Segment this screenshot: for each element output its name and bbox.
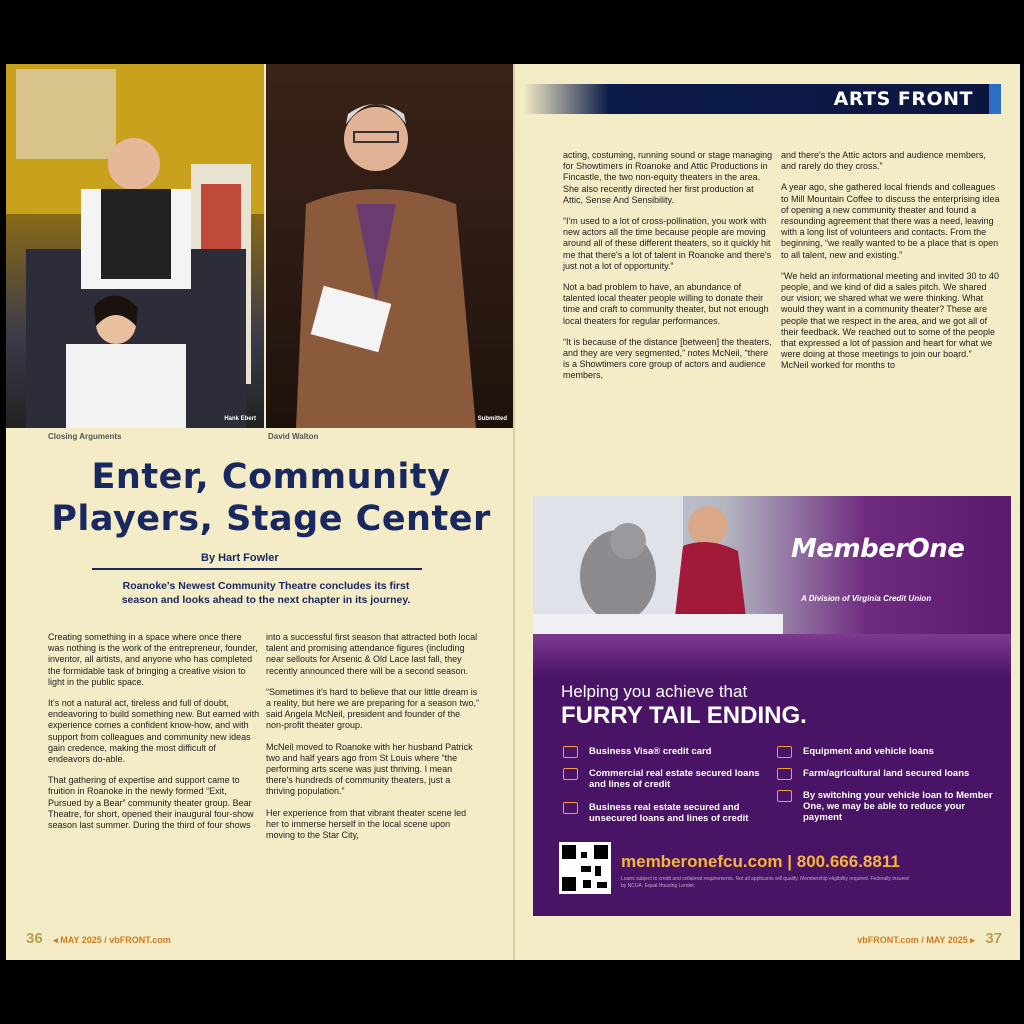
truck-icon <box>777 746 792 758</box>
section-banner <box>523 84 1001 114</box>
paragraph: and there's the Attic actors and audience members, and rarely do they cross.” <box>781 150 986 172</box>
article-headline <box>46 456 496 540</box>
building-icon <box>563 802 578 814</box>
folio-text: vbFRONT.com / MAY 2025 ▸ <box>857 935 975 945</box>
photo-caption: Closing Arguments <box>48 432 122 441</box>
page-footer <box>857 930 1002 947</box>
ad-headline-bold: FURRY TAIL ENDING. <box>561 702 807 729</box>
logo-tagline: A Division of Virginia Credit Union <box>801 594 932 603</box>
folio-text: ◂ MAY 2025 / vbFRONT.com <box>53 935 171 945</box>
ad-list-item: Farm/agricultural land secured loans <box>803 768 970 779</box>
page-number: 37 <box>985 930 1002 947</box>
article-deck <box>86 579 446 607</box>
paragraph: Her experience from that vibrant theater scene led her to immerse herself in the local scene upon moving to the Star City, <box>266 807 467 841</box>
credit-card-icon <box>563 746 578 758</box>
photo-credit: Hank Ebert <box>224 416 256 422</box>
article-column-2 <box>266 632 480 851</box>
paragraph: into a successful first season that attracted both local talent and promising attendance figures (including near sellouts for Arsenic & Old Lace last fall, they recently announced there will be a second season. <box>266 632 478 676</box>
paragraph: “It is because of the distance [between] the theaters, and they are very segmented,” notes McNeil, “there is a Showtimers core group of actors and audience members, <box>563 336 772 381</box>
car-icon <box>777 790 792 802</box>
vet-cat-illustration <box>533 496 1011 634</box>
ad-list-item: By switching your vehicle loan to Member One, we may be able to reduce your payment <box>803 790 993 823</box>
headline-line: Players, Stage Center <box>51 499 491 539</box>
storefront-icon <box>563 768 578 780</box>
ad-list-item: Equipment and vehicle loans <box>803 746 934 757</box>
ad-list-item: Business real estate secured and unsecured loans and lines of credit <box>589 802 749 824</box>
paragraph: It's not a natural act, tireless and full of doubt, endeavoring to build something new. But earned with experience comes a confident know-how, and with support from colleagues and community new ideas gain credence, making the most difficult of endeavors do-able. <box>48 698 260 765</box>
ad-contact-link[interactable]: memberonefcu.com | 800.666.8811 <box>621 852 900 871</box>
banner-tab <box>989 84 1001 114</box>
ad-photo-vet-cat <box>533 496 1011 634</box>
photo-caption: David Walton <box>268 432 319 441</box>
article-column-3 <box>563 150 773 392</box>
ad-list-item: Commercial real estate secured loans and lines of credit <box>589 768 760 790</box>
deck-line: season and looks ahead to the next chapter in its journey. <box>121 594 411 606</box>
actor-illustration <box>266 64 515 428</box>
right-page <box>513 64 1022 960</box>
qr-code[interactable] <box>559 842 611 894</box>
member-one-advertisement[interactable] <box>533 496 1011 916</box>
paragraph: That gathering of expertise and support came to fruition in Roanoke in the newly formed “Exit, Pursued by a Bear” community theater group. Bear Theatre, for short, opened their inaugural four-show season last summer. During the third of four shows <box>48 775 254 831</box>
paragraph: A year ago, she gathered local friends and colleagues to Mill Mountain Coffee to discuss the enterprising idea of opening a new community theater and found a resounding agreement that there was a need, leaving with a long list of volunteers and contacts. From the beginning, “we really wanted to be a place that is open to all talent, new and existing.” <box>781 182 1000 260</box>
paragraph: “Sometimes it's hard to believe that our little dream is a reality, but here we are preparing for a season two,” said Angela McNeil, president and founder of the non-profit theater group. <box>266 686 479 731</box>
photo-closing-arguments <box>6 64 264 428</box>
photo-credit: Submitted <box>477 416 507 422</box>
paragraph: McNeil moved to Roanoke with her husband Patrick two and half years ago from St Louis where “the performing arts scene was just thriving. I mean there's hundreds of community theaters, just a thriving population.” <box>266 741 473 797</box>
actors-illustration <box>6 64 264 428</box>
article-column-1 <box>48 632 260 841</box>
member-one-logo: MemberOne <box>791 534 965 564</box>
byline: By Hart Fowler <box>201 552 279 564</box>
paragraph: Not a bad problem to have, an abundance of talented local theater people willing to donate their time and craft to community theater, but not enough local theaters for regular performances. <box>563 282 769 326</box>
page-footer <box>26 930 171 947</box>
ad-band <box>533 634 1011 678</box>
ad-list-item: Business Visa® credit card <box>589 746 712 757</box>
ad-headline: Helping you achieve that <box>561 682 748 701</box>
divider <box>92 568 422 570</box>
ad-fine-print: Loans subject to credit and collateral requirements. Not all applicants will qualify. Membership eligibility required. Federally insured by NCUA. Equal Housing Lender. <box>621 876 909 889</box>
page-number: 36 <box>26 930 43 947</box>
article-column-4 <box>781 150 1001 382</box>
paragraph: acting, costuming, running sound or stage managing for Showtimers in Roanoke and Attic Productions in Fincastle, the two non-equity theaters in the area. She also recently directed her first production at Attic, Sense And Sensibility. <box>563 150 773 205</box>
headline-line: Enter, Community <box>91 457 451 497</box>
paragraph: Creating something in a space where once there was nothing is the work of the entrepreneur, founder, inventor, all artists, and anyone who has completed the formidable task of bringing a creative vision to light in the public space. <box>48 632 258 687</box>
left-page <box>6 64 513 960</box>
deck-line: Roanoke's Newest Community Theatre concludes its first <box>122 580 410 592</box>
magazine-spread <box>6 64 1020 960</box>
barn-icon <box>777 768 792 780</box>
photo-david-walton <box>266 64 515 428</box>
paragraph: “We held an informational meeting and invited 30 to 40 people, and we kind of did a sales pitch. We shared our vision; we shared what we were thinking. What would they want in a community theater? These are people that we respect in the area, and we got all of their feedback. We reached out to some of the people that expressed a lot of passion and heart for what we were doing at those meetings to join our board.” McNeil worked for months to <box>781 270 999 371</box>
section-title: ARTS FRONT <box>833 88 973 110</box>
paragraph: “I'm used to a lot of cross-pollination, you work with new actors all the time because people are moving around all of these different theaters, so it quickly hit me that there's a lot of talent in Roanoke and there's just not a lot of opportunity.” <box>563 216 772 271</box>
